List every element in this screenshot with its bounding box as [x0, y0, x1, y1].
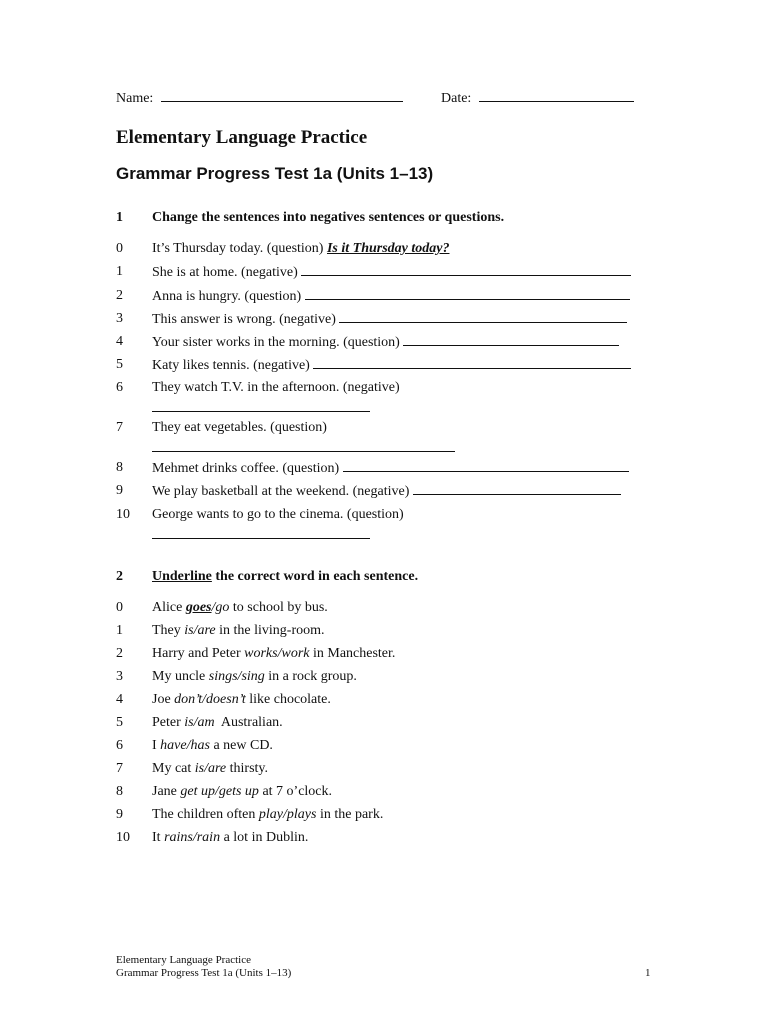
- s1-item-text: They watch T.V. in the afternoon. (negative): [152, 380, 400, 395]
- name-field[interactable]: [116, 89, 403, 108]
- answer-blank[interactable]: [152, 439, 455, 452]
- section1-instruction: Change the sentences into negatives sentences or questions.: [152, 210, 505, 225]
- answer-blank[interactable]: [343, 459, 629, 472]
- s2-item-number: 7: [116, 761, 123, 776]
- s1-item-text: She is at home. (negative): [152, 265, 298, 280]
- s2-choice[interactable]: sings/sing: [208, 669, 265, 684]
- s1-item-number: 3: [116, 311, 123, 326]
- s1-item-text: Your sister works in the morning. (question): [152, 335, 400, 350]
- s2-text-post: to school by bus.: [229, 600, 328, 615]
- name-blank[interactable]: [161, 89, 403, 102]
- s2-text-pre: They: [152, 623, 185, 638]
- s2-text-pre: Joe: [152, 692, 175, 707]
- s1-item-text: This answer is wrong. (negative): [152, 312, 336, 327]
- page-subtitle: Grammar Progress Test 1a (Units 1–13): [116, 164, 434, 183]
- s2-example-underlined-choice: goes: [185, 600, 212, 615]
- s2-choice[interactable]: get up/gets up: [180, 784, 259, 799]
- s2-text-pre: Peter: [152, 715, 185, 730]
- s2-text-pre: Jane: [152, 784, 181, 799]
- footer-line-2: Grammar Progress Test 1a (Units 1–13): [116, 967, 292, 979]
- section1-number: 1: [116, 210, 123, 225]
- s2-choice[interactable]: is/are: [184, 623, 216, 638]
- s2-choice[interactable]: is/am: [184, 715, 215, 730]
- s2-choice[interactable]: don’t/doesn’t: [174, 692, 246, 707]
- s1-item-number: 2: [116, 288, 123, 303]
- s2-text-post: in a rock group.: [264, 669, 357, 684]
- s1-item-text: Anna is hungry. (question): [152, 289, 302, 304]
- s2-choice[interactable]: rains/rain: [164, 830, 221, 845]
- s2-item-number: 0: [116, 600, 123, 615]
- date-label: Date:: [441, 91, 472, 106]
- s2-item-number: 9: [116, 807, 123, 822]
- s2-choice[interactable]: play/plays: [258, 807, 317, 822]
- s1-item-text: We play basketball at the weekend. (negative): [152, 484, 410, 499]
- s1-item-number: 5: [116, 357, 123, 372]
- s1-item-number: 6: [116, 380, 123, 395]
- s2-text-post: a new CD.: [209, 738, 273, 753]
- s2-item-number: 3: [116, 669, 123, 684]
- section2-instruction-rest: the correct word in each sentence.: [211, 569, 419, 584]
- s2-text-post: a lot in Dublin.: [220, 830, 309, 845]
- s1-item-number: 10: [116, 507, 130, 522]
- answer-blank[interactable]: [152, 526, 370, 539]
- answer-blank[interactable]: [339, 310, 627, 323]
- s2-choice-option[interactable]: go: [215, 600, 230, 615]
- s1-item-text: George wants to go to the cinema. (question): [152, 507, 404, 522]
- s2-text-pre: My uncle: [152, 669, 209, 684]
- s2-text-post: at 7 o’clock.: [258, 784, 333, 799]
- s1-item-text: Katy likes tennis. (negative): [152, 358, 310, 373]
- s1-item-number: 4: [116, 334, 123, 349]
- s1-item-text: Mehmet drinks coffee. (question): [152, 461, 340, 476]
- date-blank[interactable]: [479, 89, 634, 102]
- s2-choice[interactable]: have/has: [160, 738, 210, 753]
- answer-blank[interactable]: [152, 399, 370, 412]
- answer-blank[interactable]: [403, 333, 619, 346]
- section2-instruction-underlined: Underline: [152, 569, 212, 584]
- s2-choice-separator: /: [211, 600, 216, 615]
- s2-text-post: thirsty.: [226, 761, 269, 776]
- answer-blank[interactable]: [313, 356, 631, 369]
- answer-blank[interactable]: [305, 287, 630, 300]
- s2-text-post: in Manchester.: [309, 646, 396, 661]
- s1-item-number: 0: [116, 241, 123, 256]
- page-number: 1: [645, 967, 651, 979]
- s2-text-pre: I: [152, 738, 161, 753]
- answer-blank[interactable]: [413, 482, 621, 495]
- s2-item-number: 1: [116, 623, 123, 638]
- s1-item-number: 1: [116, 264, 123, 279]
- s2-text-pre: It: [152, 830, 165, 845]
- s1-item-number: 7: [116, 420, 123, 435]
- s2-item-number: 2: [116, 646, 123, 661]
- page-title: Elementary Language Practice: [116, 127, 368, 148]
- s2-text-post: in the park.: [316, 807, 384, 822]
- s2-item-number: 6: [116, 738, 123, 753]
- s1-item-number: 9: [116, 483, 123, 498]
- s2-text-pre: My cat: [152, 761, 195, 776]
- s2-item-number: 10: [116, 830, 130, 845]
- s2-text-pre: Alice: [152, 600, 186, 615]
- section2-instruction: [152, 568, 418, 586]
- s2-item-number: 5: [116, 715, 123, 730]
- s1-item-text: It’s Thursday today. (question): [152, 241, 324, 256]
- s2-text-pre: Harry and Peter: [152, 646, 245, 661]
- s2-text-pre: The children often: [152, 807, 259, 822]
- s2-text-post: Australian.: [214, 715, 283, 730]
- s1-item-text: They eat vegetables. (question): [152, 420, 327, 435]
- answer-blank[interactable]: [301, 263, 631, 276]
- s2-choice[interactable]: works/work: [244, 646, 310, 661]
- s2-text-post: like chocolate.: [245, 692, 331, 707]
- section2-number: 2: [116, 569, 123, 584]
- footer-line-1: Elementary Language Practice: [116, 954, 251, 966]
- name-label: Name:: [116, 91, 154, 106]
- s1-example-answer: Is it Thursday today?: [326, 241, 450, 256]
- s1-item-number: 8: [116, 460, 123, 475]
- date-field[interactable]: [441, 89, 634, 108]
- s2-item-number: 8: [116, 784, 123, 799]
- s2-text-post: in the living-room.: [215, 623, 325, 638]
- s2-item-number: 4: [116, 692, 123, 707]
- s2-choice[interactable]: is/are: [194, 761, 227, 776]
